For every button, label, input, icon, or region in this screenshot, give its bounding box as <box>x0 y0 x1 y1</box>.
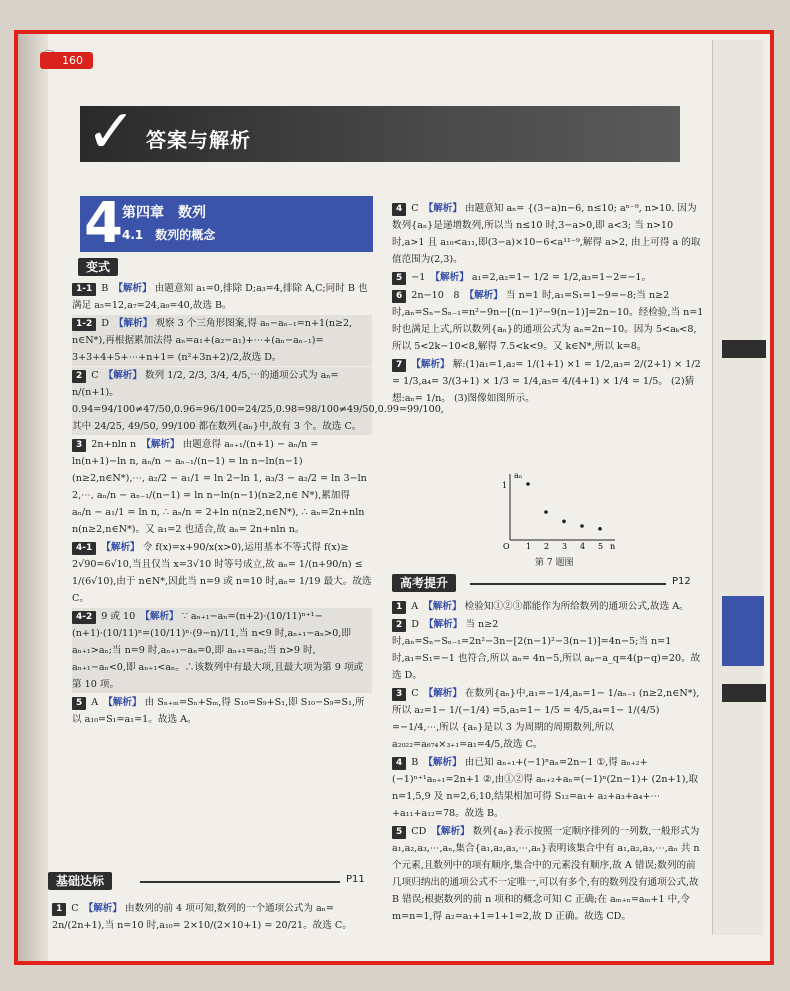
question-number: 5 <box>392 272 406 285</box>
answer-text: 数列{aₙ}表示按照一定顺序排列的一列数,一般形式为 a₁,a₂,a₃,⋯,aₙ,集合{a₁,a₂,a₃,⋯,aₙ}表明该集合中有 a₁,a₂,a₃,⋯,aₙ 共 n 个元素,且数列中的项有顺序,集合中的元素没有顺序,故 A 错误;数列的前几项归纳出的通项公式不一定唯一,可以有多个,有的数列没有通项公式,故 B 错误;根据数列的前 n 项和的概念可知 C 正确;在 aₘ₊ₙ=aₘ+1 中,令 m=n=1,得 a₂=a₁+1=1+1=2,故 D 正确。故选 CD。 <box>392 826 700 922</box>
chapter-number: 4 <box>84 191 123 256</box>
question-number: 1 <box>52 903 66 916</box>
answer-text: 解:(1)a₁=1,a₂= 1/(1+1) ×1 = 1/2,a₃= 2/(2+1) × 1/2 = 1/3,a₄= 3/(3+1) × 1/3 = 1/4,a₅= 4/(4+1) × 1/4 = 1/5。 (2)猜想:aₙ= 1/n。 (3)图像如图所示。 <box>392 359 701 404</box>
y-tick-label: 1 <box>502 481 508 490</box>
answer-choice: A <box>411 601 419 612</box>
answer-choice: 9 或 10 <box>101 611 136 622</box>
answer-item <box>72 436 372 538</box>
y-axis-label: aₙ <box>514 471 523 480</box>
data-point <box>580 524 584 528</box>
page-number: 160 <box>40 52 93 69</box>
answer-text: 观察 3 个三角形图案,得 aₙ−aₙ₋₁=n+1(n≥2, n∈N*),再根据累加法得 aₙ=a₁+(a₂−a₁)+⋯+(aₙ−aₙ₋₁)= 3+3+4+5+⋯+n+1= (n²+3n+2)/2,故选 D。 <box>72 318 353 363</box>
chapter-title: 第四章 数列 <box>122 205 206 221</box>
answer-item <box>72 367 444 435</box>
analysis-tag: 【解析】 <box>140 611 179 622</box>
figure-caption: 第 7 题图 <box>535 558 574 568</box>
analysis-tag: 【解析】 <box>430 272 469 283</box>
x-tick-label: 3 <box>562 542 568 550</box>
analysis-tag: 【解析】 <box>464 290 503 301</box>
question-number: 3 <box>72 439 86 452</box>
answer-item <box>392 356 704 407</box>
answer-text: ∵ aₙ₊₁−aₙ=(n+2)·(10/11)ⁿ⁺¹−(n+1)·(10/11)ⁿ=(10/11)ⁿ·(9−n)/11,当 n<9 时,aₙ₊₁−aₙ>0,即 aₙ₊₁>aₙ;当 n=9 时,aₙ₊₁−aₙ=0,即 aₙ₊₁=aₙ;当 n>9 时, aₙ₊₁−aₙ<0,即 aₙ₊₁<aₙ。∴该数列中有最大项,且最大项为第 9 项或第 10 项。 <box>72 611 364 690</box>
question-number: 4-2 <box>72 611 96 624</box>
data-point <box>526 482 530 486</box>
answer-item <box>392 269 704 286</box>
answer-text: 由题意得 aₙ₊₁/(n+1) − aₙ/n = ln(n+1)−ln n, aₙ/n − aₙ₋₁/(n−1) = ln n−ln(n−1)(n≥2,n∈N*),⋯, a₂/2 − a₁/1 = ln 2−ln 1, a₃/3 − a₂/2 = ln 3−ln 2,⋯, aₙ/n − aₙ₋₁/(n−1) = ln n−ln(n−1)(n≥2,n∈ N*),累加得 aₙ/n − a₁/1 = ln n, ∴ aₙ/n = 2+ln n(n≥2,n∈N*), ∴ aₙ=2n+nln n(n≥2,n∈N*)。又 a₁=2 也适合,故 aₙ= 2n+nln n。 <box>72 439 367 535</box>
section-jichu-ref: P11 <box>346 874 365 885</box>
section-divider <box>140 881 340 883</box>
answer-choice: 2n−10 8 <box>411 290 460 301</box>
data-point <box>562 520 566 524</box>
x-tick-label: 4 <box>580 542 586 550</box>
answer-text: 由数列的前 4 项可知,数列的一个通项公式为 aₙ= 2n/(2n+1),当 n=10 时,a₁₀= 2×10/(2×10+1) = 20/21。故选 C。 <box>52 903 352 931</box>
question-number: 2 <box>72 370 86 383</box>
section-jichu: 基础达标 <box>48 872 112 890</box>
analysis-tag: 【解析】 <box>141 439 180 450</box>
question-number: 1 <box>392 601 406 614</box>
analysis-tag: 【解析】 <box>423 619 463 630</box>
analysis-tag: 【解析】 <box>423 757 462 768</box>
analysis-tag: 【解析】 <box>83 903 122 914</box>
next-page-section-marker <box>722 340 766 358</box>
x-tick-label: 5 <box>598 542 604 550</box>
answer-text: 令 f(x)=x+90/x(x>0),运用基本不等式得 f(x)≥ 2√90=6√10,当且仅当 x=3√10 时等号成立,故 aₙ= 1/(n+90/n) ≤ 1/(6√10),由于 n∈N*,因此当 n=9 或 n=10 时,aₙ= 1/19 最大。故选 C。 <box>72 542 372 604</box>
question-number: 1-2 <box>72 318 96 331</box>
analysis-tag: 【解析】 <box>103 370 142 381</box>
chapter-subtitle: 4.1 数列的概念 <box>122 228 216 242</box>
question-number: 5 <box>392 826 406 839</box>
answer-item <box>392 754 704 822</box>
question-number: 1-1 <box>72 283 96 296</box>
answer-text: 当 n=1 时,a₁=S₁=1−9=−8;当 n≥2 时,aₙ=Sₙ−Sₙ₋₁=n²−9n−[(n−1)²−9(n−1)]=2n−10。经检验,当 n=1 时也满足上式,所以数列{aₙ}的通项公式为 aₙ=2n−10。因为 5<aₖ<8,所以 5<2k−10<8,解得 7.5<k<9。又 k∈N*,所以 k=8。 <box>392 290 704 352</box>
jichu-column <box>52 900 372 935</box>
answer-text: a₁=2,a₂=1− 1/2 = 1/2,a₃=1−2=−1。 <box>468 272 652 283</box>
answer-text: 检验知①②③都能作为所给数列的通项公式,故选 A。 <box>461 601 689 612</box>
section-gaokao-ref: P12 <box>672 576 691 587</box>
answer-choice: C <box>91 370 99 381</box>
question-number: 4 <box>392 203 406 216</box>
answer-item <box>392 287 704 355</box>
question-number: 5 <box>72 697 86 710</box>
analysis-tag: 【解析】 <box>411 359 450 370</box>
analysis-tag: 【解析】 <box>113 318 153 329</box>
answer-item <box>392 598 704 615</box>
right-column <box>392 200 704 408</box>
answer-text: 由 Sₙ₊ₘ=Sₙ+Sₘ,得 S₁₀=S₉+S₁,即 S₁₀−S₉=S₁,所以 a₁₀=S₁=a₁=1。故选 A。 <box>72 697 365 725</box>
answer-text: 当 n≥2 时,aₙ=Sₙ−Sₙ₋₁=2n²−3n−[2(n−1)²−3(n−1)]=4n−5;当 n=1 时,a₁=S₁=−1 也符合,所以 aₙ= 4n−5,所以 aₚ−a_q=4(p−q)=20。故选 D。 <box>392 619 701 681</box>
x-tick-label: 1 <box>526 542 532 550</box>
answer-choice: D <box>101 318 109 329</box>
answer-choice: C <box>71 903 79 914</box>
answer-choice: C <box>411 688 419 699</box>
answer-item <box>72 280 372 314</box>
data-point <box>598 527 602 531</box>
answer-item <box>392 685 704 753</box>
next-page-chapter-marker <box>722 596 764 666</box>
analysis-tag: 【解析】 <box>113 283 152 294</box>
answer-text: 由题意知 aₙ= {(3−a)n−6, n≤10; aⁿ⁻⁹, n>10. 因为数列{aₙ}是递增数列,所以当 n≤10 时,3−a>0,即 a<3; 当 n>10 时,a>1 且 a₁₀<a₁₁,即(3−a)×10−6<a¹¹⁻⁹,解得 a>2, 由上可得 a 的取值范围为(2,3)。 <box>392 203 701 265</box>
answer-item <box>72 694 372 728</box>
section-gaokao: 高考提升 <box>392 574 456 592</box>
analysis-tag: 【解析】 <box>101 542 140 553</box>
answer-text: 数列 1/2, 2/3, 3/4, 4/5,⋯的通项公式为 aₙ= n/(n+1)。 0.94=94/100≠47/50,0.96=96/100=24/25,0.98=98/100≠49/50,0.99=99/100, 其中 24/25, 49/50, 99/100 都在数列{aₙ}中,故有 3 个。故选 C。 <box>72 370 444 432</box>
question-number: 4 <box>392 757 406 770</box>
x-tick-label: 2 <box>544 542 550 550</box>
data-point <box>544 510 548 514</box>
binding-shadow <box>18 34 48 961</box>
banner-title: 答案与解析 <box>146 128 251 152</box>
answer-text: 由题意知 a₁=0,排除 D;a₃=4,排除 A,C;同时 B 也满足 a₅=12,a₇=24,a₉=40,故选 B。 <box>72 283 368 311</box>
x-axis-label: n <box>610 542 616 550</box>
answer-choice: B <box>101 283 109 294</box>
answer-item <box>72 315 372 366</box>
next-page-edge <box>712 40 763 935</box>
answer-item <box>72 539 372 607</box>
answer-item <box>392 823 704 925</box>
answer-choice: A <box>91 697 99 708</box>
answer-choice: −1 <box>411 272 426 283</box>
answer-choice: 2n+nln n <box>91 439 137 450</box>
section-bianshi: 变式 <box>78 258 118 276</box>
section-divider <box>470 583 666 585</box>
question-number: 3 <box>392 688 406 701</box>
answer-choice: D <box>411 619 419 630</box>
answer-choice: C <box>411 203 419 214</box>
sequence-graph <box>500 470 620 550</box>
question-number: 6 <box>392 290 406 303</box>
checkmark-icon: ✓ <box>86 97 137 167</box>
answer-text: 由已知 aₙ₊₁+(−1)ⁿaₙ=2n−1 ①,得 aₙ₊₂+(−1)ⁿ⁺¹aₙ₊₁=2n+1 ②,由①②得 aₙ₊₂+aₙ=(−1)ⁿ(2n−1)+ (2n+1),取 n=1,5,9 及 n=2,6,10,结果相加可得 S₁₂=a₁+ a₂+a₃+a₄+⋯+a₁₁+a₁₂=78。故选 B。 <box>392 757 699 819</box>
analysis-tag: 【解析】 <box>423 688 462 699</box>
analysis-tag: 【解析】 <box>431 826 470 837</box>
answer-choice: CD <box>411 826 427 837</box>
analysis-tag: 【解析】 <box>423 203 462 214</box>
next-page-section-marker <box>722 684 766 702</box>
answer-item <box>392 200 704 268</box>
gaokao-column <box>392 598 704 926</box>
answer-item <box>72 608 372 693</box>
origin-label: O <box>503 542 510 550</box>
answer-choice: B <box>411 757 419 768</box>
question-number: 4-1 <box>72 542 96 555</box>
answer-item <box>52 900 372 934</box>
question-number: 2 <box>392 619 406 632</box>
question-number: 7 <box>392 359 406 372</box>
analysis-tag: 【解析】 <box>103 697 142 708</box>
answer-item <box>392 616 704 684</box>
analysis-tag: 【解析】 <box>423 601 462 612</box>
answer-text: 在数列{aₙ}中,a₁=−1/4,aₙ=1− 1/aₙ₋₁ (n≥2,n∈N*), 所以 a₂=1− 1/(−1/4) =5,a₃=1− 1/5 = 4/5,a₄=1− 1/(4/5) =−1/4,⋯,所以 {aₙ}是以 3 为周期的周期数列,所以 a₂₀₂₂=a₆₇₄×₃₊₁=a₁=4/5,故选 C。 <box>392 688 700 750</box>
